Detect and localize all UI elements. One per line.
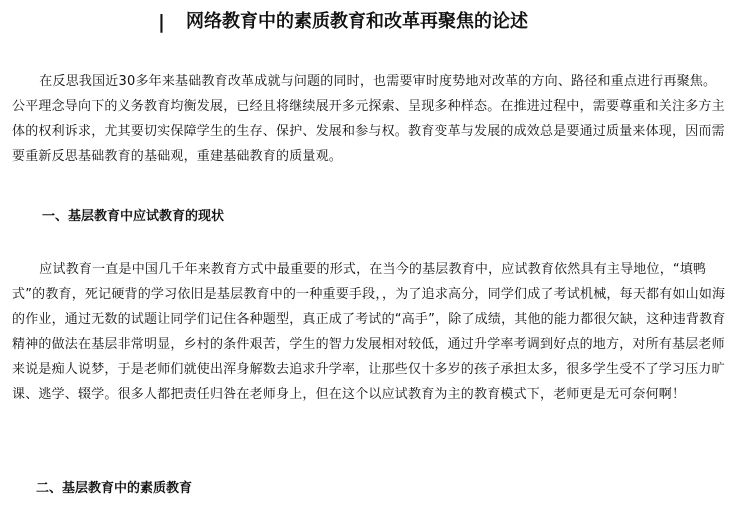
section-1-paragraph: 应试教育一直是中国几千年来教育方式中最重要的形式，在当今的基层教育中，应试教育依然具有主导地位，“填鸭式”的教育，死记硬背的学习依旧是基层教育中的一种重要手段，，为了追求高分，同学们成了考试机械，每天都有如山如海的作业，通过无数的试题让同学们记住各种题型，真正成了考试的“高手”，除了成绩，其他的能力都很欠缺，这种违背教育精神的做法在基层非常明显，乡村的条件艰苦，学生的智力发展相对较低，通过升学率考调到好点的地方，对所有基层老师来说是痴人说梦，于是老师们就使出浑身解数去追求升学率，让那些仅十多岁的孩子承担太多，很多学生受不了学习压力旷课、逃学、辍学。很多人都把责任归咎在老师身上，但在这个以应试教育为主的教育模式下，老师更是无可奈何啊！ [12,262,726,402]
section-heading-1: 一、基层教育中应试教育的现状 [42,209,225,224]
intro-paragraph: 在反思我国近30多年来基础教育改革成就与问题的同时，也需要审时度势地对改革的方向、路径和重点进行再聚焦。公平理念导向下的义务教育均衡发展，已经且将继续展开多元探索、呈现多种样态。在推进过程中，需要尊重和关注多方主体的权利诉求，尤其要切实保障学生的生存、保护、发展和参与权。教育变革与发展的成效总是要通过质量来体现，因而需要重新反思基础教育的基础观，重建基础教育的质量观。 [12,74,725,164]
title-separator: | [158,11,165,33]
section-heading-2: 二、基层教育中的素质教育 [36,481,193,496]
title-row [0,8,733,38]
page-title: 网络教育中的素质教育和改革再聚焦的论述 [186,11,528,32]
